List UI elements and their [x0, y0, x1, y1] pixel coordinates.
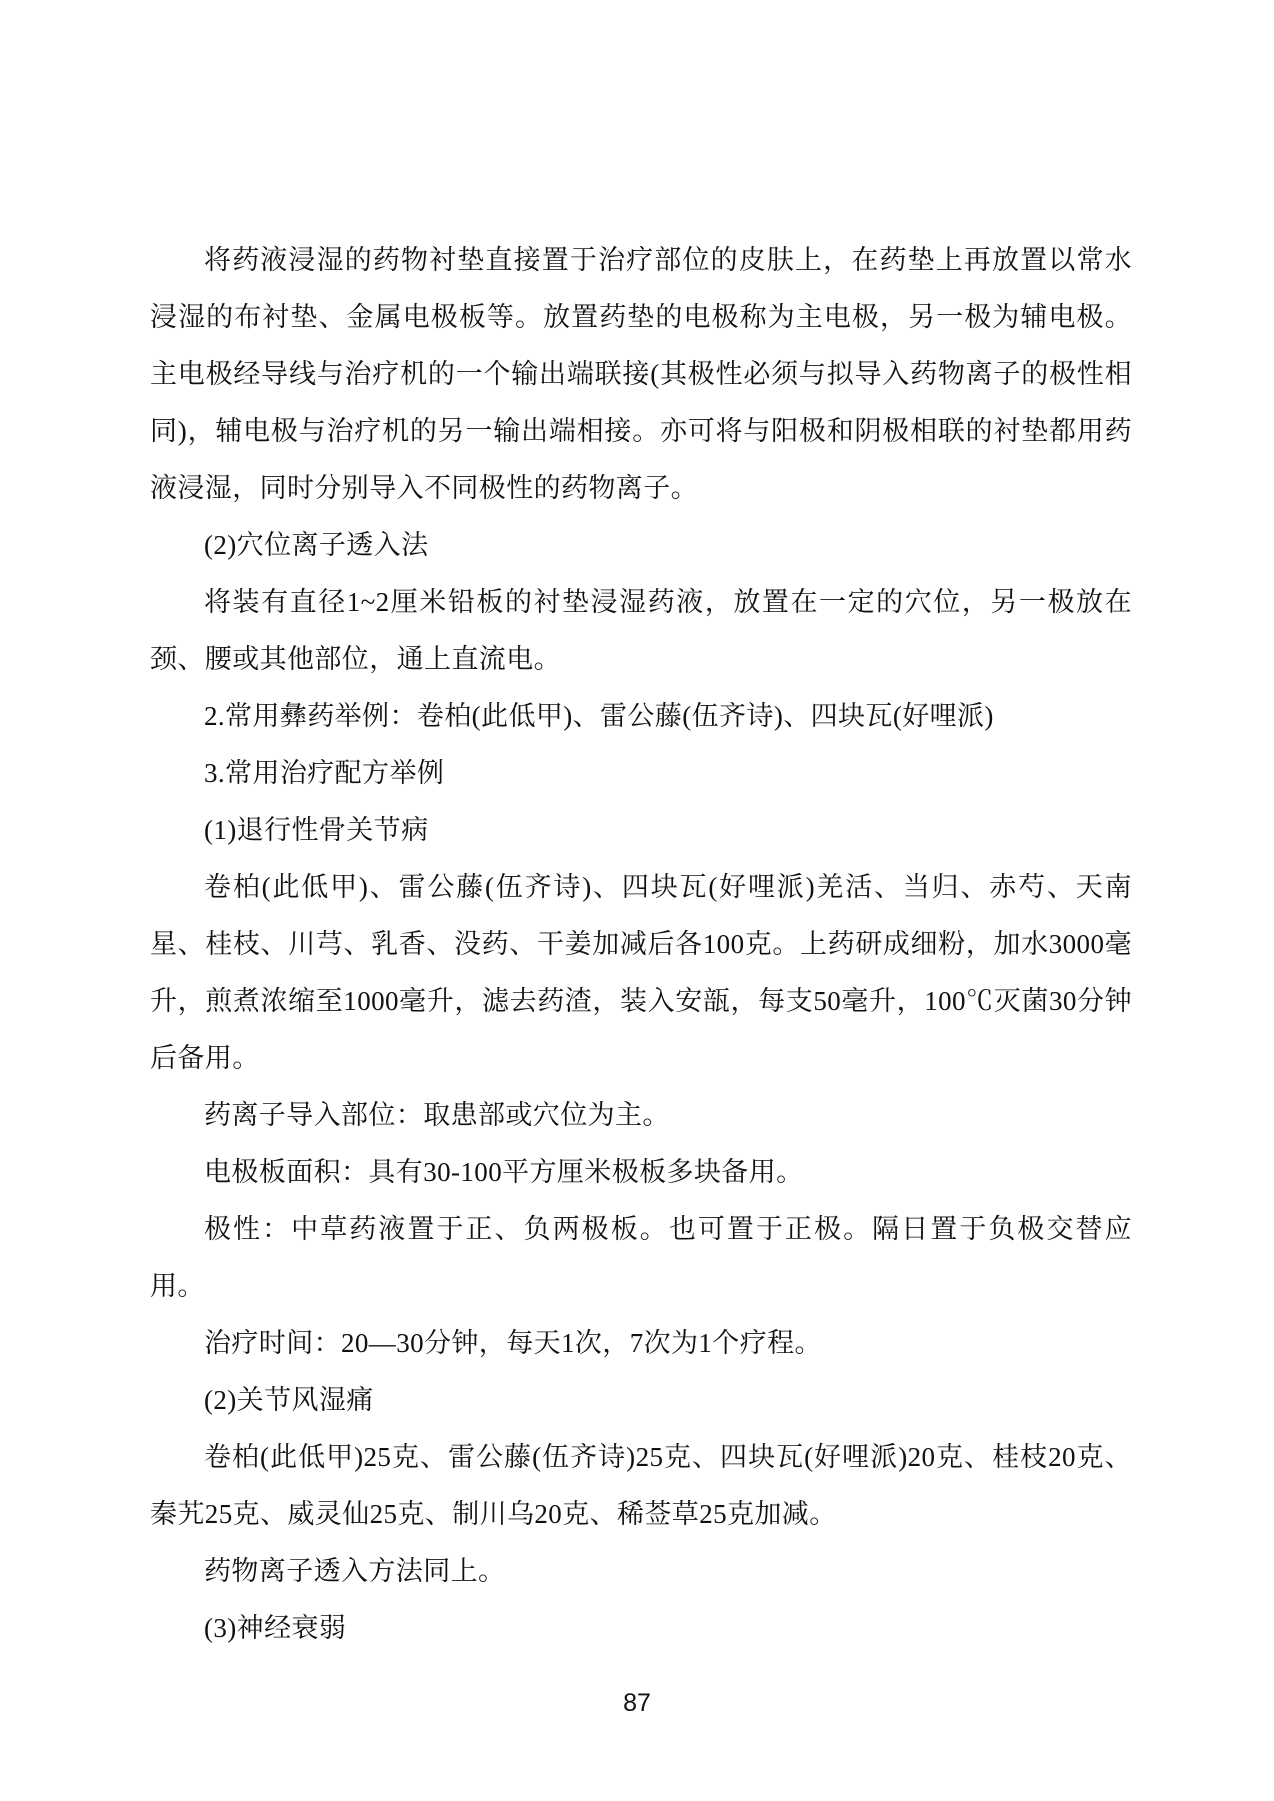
paragraph: (2)穴位离子透入法	[204, 530, 429, 560]
document-body	[150, 232, 1132, 1657]
paragraph: 治疗时间：20—30分钟，每天1次，7次为1个疗程。	[204, 1328, 822, 1358]
paragraph: 3.常用治疗配方举例	[204, 758, 445, 788]
paragraph: 将装有直径1~2厘米铅板的衬垫浸湿药液，放置在一定的穴位，另一极放在颈、腰或其他部位，通上直流电。	[150, 587, 1132, 674]
paragraph: 将药液浸湿的药物衬垫直接置于治疗部位的皮肤上，在药垫上再放置以常水浸湿的布衬垫、金属电极板等。放置药垫的电极称为主电极，另一极为辅电极。主电极经导线与治疗机的一个输出端联接(其极性必须与拟导入药物离子的极性相同)，辅电极与治疗机的另一输出端相接。亦可将与阳极和阴极相联的衬垫都用药液浸湿，同时分别导入不同极性的药物离子。	[150, 245, 1132, 503]
paragraph: (2)关节风湿痛	[204, 1385, 374, 1415]
paragraph: 2.常用彝药举例：卷柏(此低甲)、雷公藤(伍齐诗)、四块瓦(好哩派)	[204, 701, 994, 731]
paragraph: 药物离子透入方法同上。	[204, 1556, 506, 1586]
paragraph: 卷柏(此低甲)、雷公藤(伍齐诗)、四块瓦(好哩派)羌活、当归、赤芍、天南星、桂枝、川芎、乳香、没药、干姜加减后各100克。上药研成细粉，加水3000毫升，煎煮浓缩至1000毫升，滤去药渣，装入安瓿，每支50毫升，100℃灭菌30分钟后备用。	[150, 872, 1132, 1073]
paragraph: 药离子导入部位：取患部或穴位为主。	[204, 1100, 670, 1130]
paragraph: 电极板面积：具有30-100平方厘米极板多块备用。	[204, 1157, 804, 1187]
page-number: 87	[623, 1689, 651, 1717]
paragraph: 极性：中草药液置于正、负两极板。也可置于正极。隔日置于负极交替应用。	[150, 1214, 1132, 1301]
paragraph: 卷柏(此低甲)25克、雷公藤(伍齐诗)25克、四块瓦(好哩派)20克、桂枝20克、秦艽25克、威灵仙25克、制川乌20克、稀莶草25克加减。	[150, 1442, 1132, 1529]
paragraph: (3)神经衰弱	[204, 1613, 347, 1643]
paragraph: (1)退行性骨关节病	[204, 815, 429, 845]
